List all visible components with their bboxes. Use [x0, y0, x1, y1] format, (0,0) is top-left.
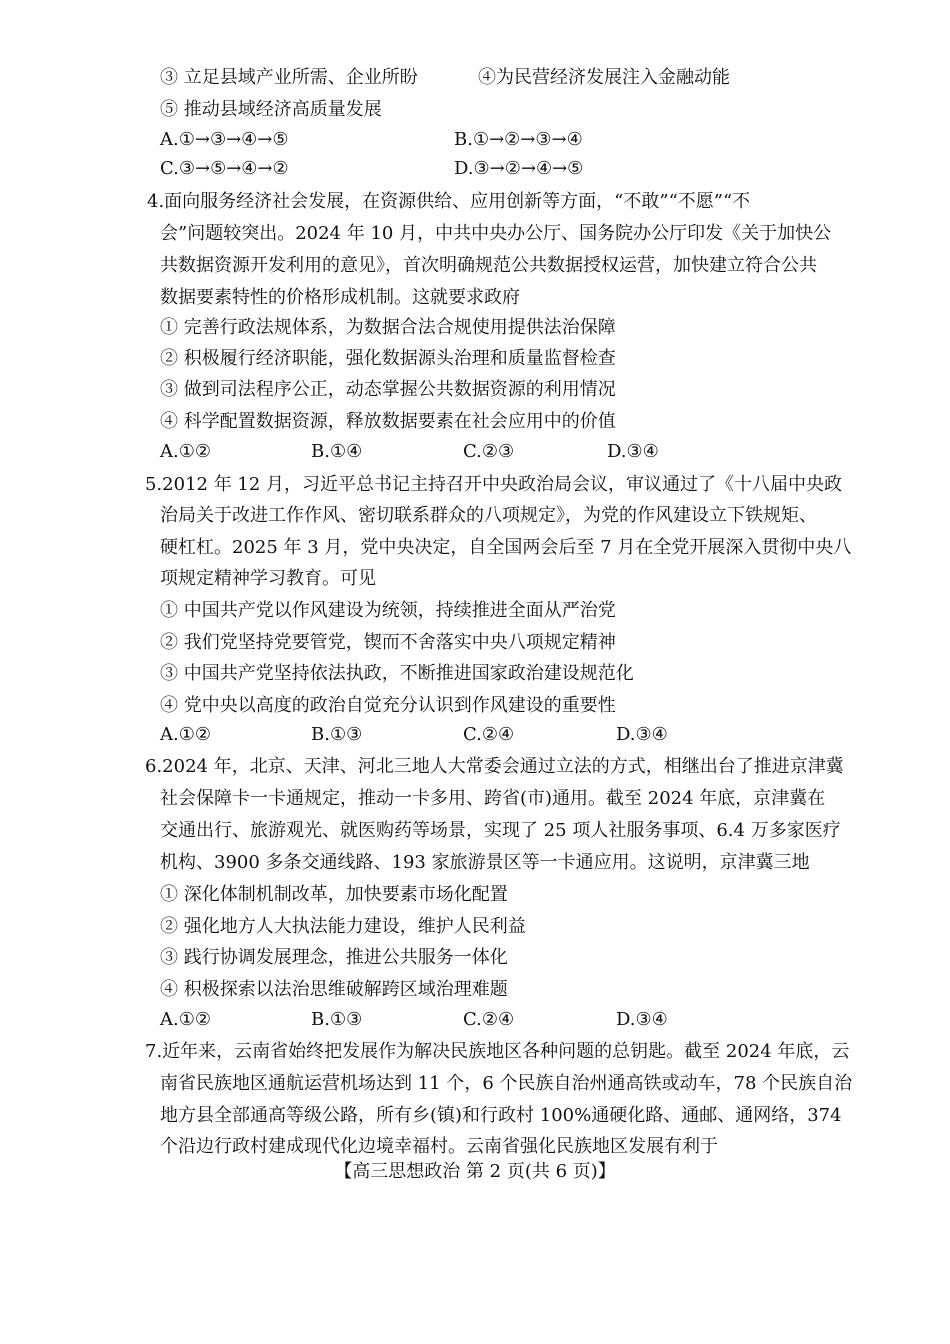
- q6-choice-b[interactable]: B.①③: [311, 1009, 363, 1030]
- q4-stem-line-1: 4.面向服务经济社会发展，在资源供给、应用创新等方面，“不敢”“不愿”“不: [147, 191, 751, 212]
- q4-item-4: ④ 科学配置数据资源，释放数据要素在社会应用中的价值: [160, 411, 616, 432]
- q4-item-3: ③ 做到司法程序公正，动态掌握公共数据资源的利用情况: [160, 379, 616, 400]
- q4-choice-d[interactable]: D.③④: [607, 441, 659, 462]
- q7-stem-line-1: 7.近年来，云南省始终把发展作为解决民族地区各种问题的总钥匙。截至 2024 年底，云: [145, 1041, 850, 1062]
- q4-item-1: ① 完善行政法规体系，为数据合法合规使用提供法治保障: [160, 317, 616, 338]
- q5-stem-line-4: 项规定精神学习教育。可见: [160, 568, 376, 589]
- q5-item-1: ① 中国共产党以作风建设为统领，持续推进全面从严治党: [160, 600, 616, 621]
- q3-choice-a[interactable]: A.①→③→④→⑤: [160, 129, 289, 150]
- q5-item-2: ② 我们党坚持党要管党，锲而不舍落实中央八项规定精神: [160, 632, 616, 653]
- q4-stem-line-3: 共数据资源开发利用的意见》，首次明确规范公共数据授权运营，加快建立符合公共: [160, 255, 817, 276]
- q6-choice-a[interactable]: A.①②: [160, 1009, 211, 1030]
- q3-choice-b[interactable]: B.①→②→③→④: [454, 129, 583, 150]
- q4-choice-a[interactable]: A.①②: [160, 441, 211, 462]
- page-footer: 【高三思想政治 第 2 页(共 6 页)】: [334, 1161, 616, 1182]
- q5-stem-line-3: 硬杠杠。2025 年 3 月，党中央决定，自全国两会后至 7 月在全党开展深入贯彻中央八: [160, 537, 852, 558]
- q6-stem-line-2: 社会保障卡一卡通规定，推动一卡多用、跨省(市)通用。截至 2024 年底，京津冀在: [160, 788, 826, 809]
- q6-item-4: ④ 积极探索以法治思维破解跨区域治理难题: [160, 979, 508, 1000]
- q5-item-4: ④ 党中央以高度的政治自觉充分认识到作风建设的重要性: [160, 695, 616, 716]
- q3-choice-c[interactable]: C.③→⑤→④→②: [160, 158, 289, 179]
- q6-item-1: ① 深化体制机制改革，加快要素市场化配置: [160, 884, 508, 905]
- q4-choice-b[interactable]: B.①④: [311, 441, 363, 462]
- q4-stem-line-4: 数据要素特性的价格形成机制。这就要求政府: [160, 287, 520, 308]
- q5-stem-line-1: 5.2012 年 12 月，习近平总书记主持召开中央政治局会议，审议通过了《十八届中央政: [145, 474, 843, 495]
- q7-stem-line-4: 个沿边行政村建成现代化边境幸福村。云南省强化民族地区发展有利于: [160, 1136, 718, 1157]
- q5-choice-c[interactable]: C.②④: [463, 724, 515, 745]
- q7-stem-line-2: 南省民族地区通航运营机场达到 11 个，6 个民族自治州通高铁或动车，78 个民族自治: [160, 1073, 853, 1094]
- q5-choice-d[interactable]: D.③④: [616, 724, 668, 745]
- q6-choice-c[interactable]: C.②④: [463, 1009, 515, 1030]
- q5-item-3: ③ 中国共产党坚持依法执政，不断推进国家政治建设规范化: [160, 663, 634, 684]
- q3-item-4: ④为民营经济发展注入金融动能: [478, 67, 730, 88]
- q6-item-2: ② 强化地方人大执法能力建设，维护人民利益: [160, 916, 526, 937]
- q5-choice-a[interactable]: A.①②: [160, 724, 211, 745]
- q4-choice-c[interactable]: C.②③: [463, 441, 515, 462]
- q6-stem-line-3: 交通出行、旅游观光、就医购药等场景，实现了 25 项人社服务事项、6.4 万多家医疗: [160, 820, 841, 841]
- q6-choice-d[interactable]: D.③④: [616, 1009, 668, 1030]
- q6-stem-line-1: 6.2024 年，北京、天津、河北三地人大常委会通过立法的方式，相继出台了推进京津冀: [145, 756, 844, 777]
- q3-item-5: ⑤ 推动县域经济高质量发展: [160, 99, 382, 120]
- q6-item-3: ③ 践行协调发展理念，推进公共服务一体化: [160, 947, 508, 968]
- q3-item-3: ③ 立足县域产业所需、企业所盼: [160, 67, 418, 88]
- q5-choice-b[interactable]: B.①③: [311, 724, 363, 745]
- q4-item-2: ② 积极履行经济职能，强化数据源头治理和质量监督检查: [160, 348, 616, 369]
- q3-choice-d[interactable]: D.③→②→④→⑤: [454, 158, 584, 179]
- q4-stem-line-2: 会”问题较突出。2024 年 10 月，中共中央办公厅、国务院办公厅印发《关于加快公: [160, 223, 832, 244]
- q7-stem-line-3: 地方县全部通高等级公路，所有乡(镇)和行政村 100%通硬化路、通邮、通网络，374: [160, 1105, 842, 1126]
- q6-stem-line-4: 机构、3900 多条交通线路、193 家旅游景区等一卡通应用。这说明，京津冀三地: [160, 852, 810, 873]
- q5-stem-line-2: 治局关于改进工作作风、密切联系群众的八项规定》，为党的作风建设立下铁规矩、: [160, 505, 817, 526]
